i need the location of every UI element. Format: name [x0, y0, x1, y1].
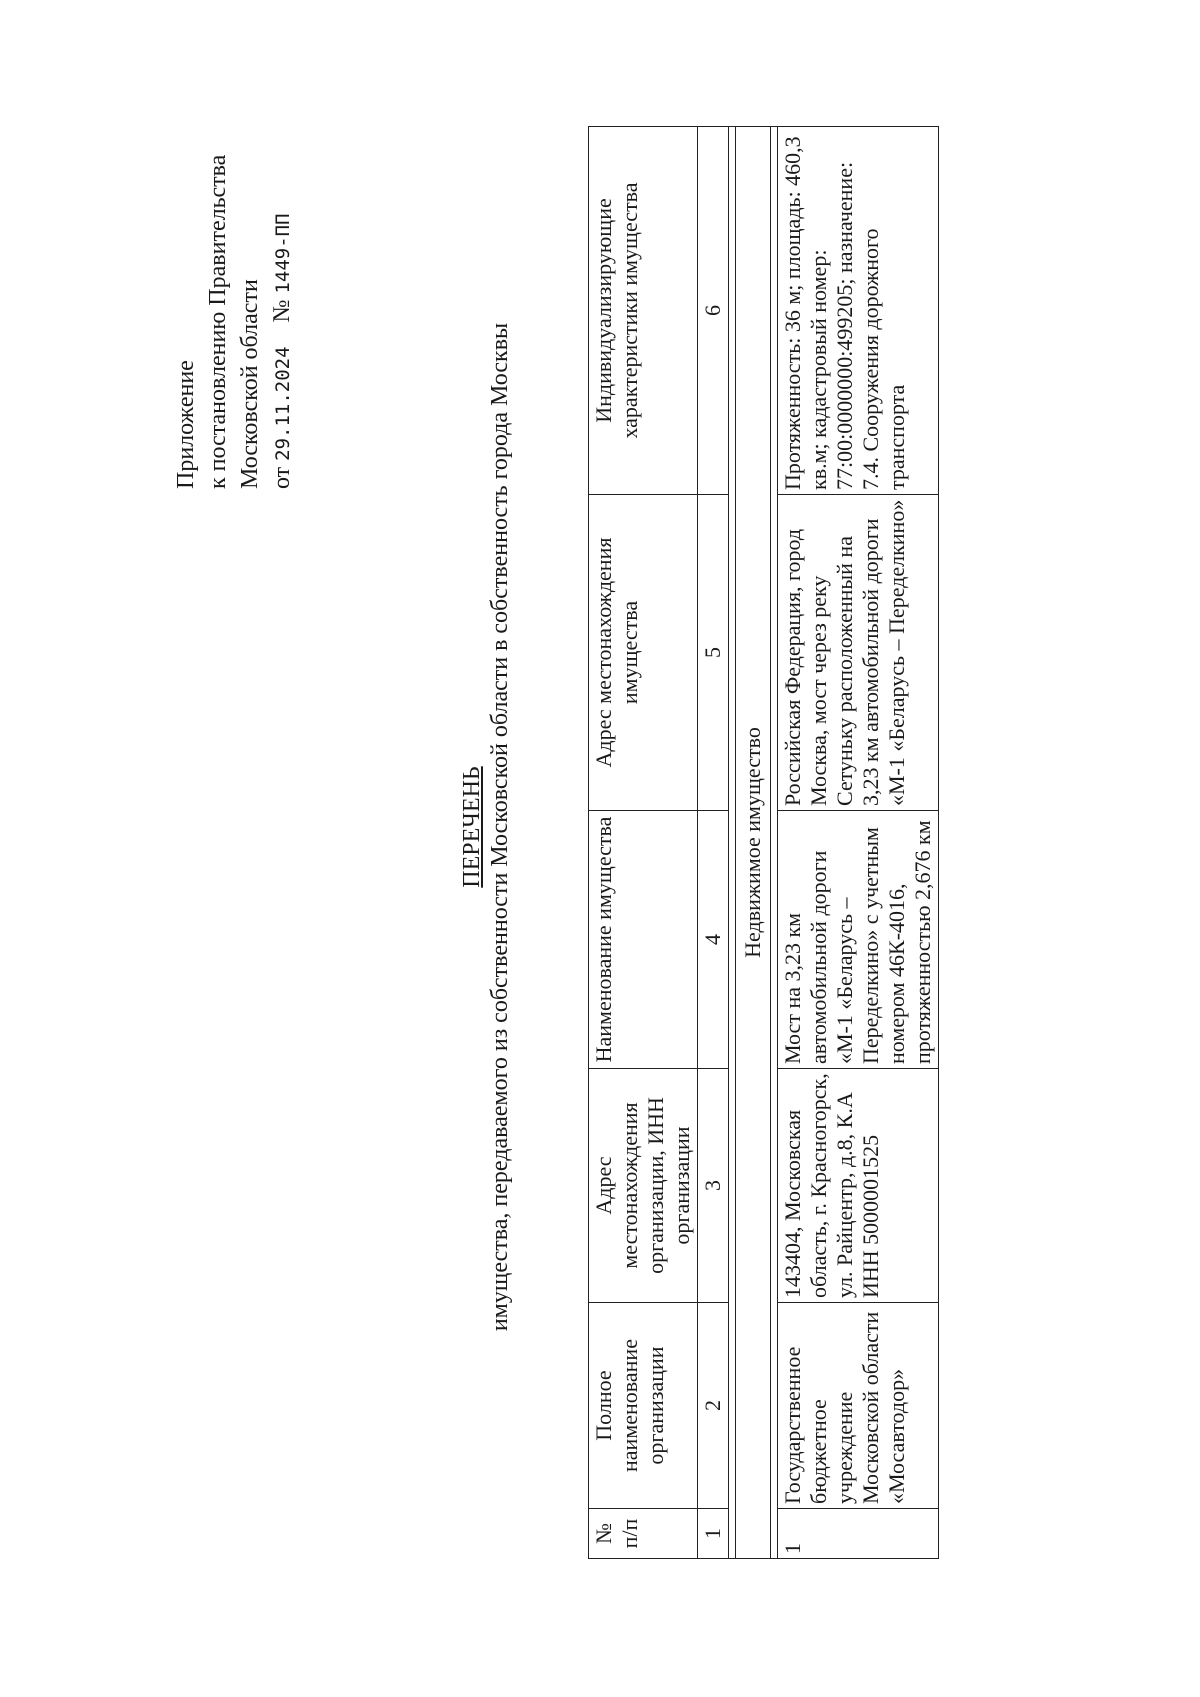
appendix-region: Московской области [237, 279, 263, 489]
resolution-number: 1449-ПП [272, 213, 294, 294]
appendix-header [170, 155, 299, 489]
org-address-cell: 143404, Московская область, г. Красногорск, ул. Райцентр, д.8, К.А ИНН 5000001525 [778, 1069, 939, 1303]
column-number: 3 [698, 1069, 729, 1303]
property-name-cell: Мост на 3,23 км автомобильной дороги «М-1 «Беларусь – Переделкино» с учетным номером 46К-4016, протяженностью 2,676 км [778, 811, 939, 1069]
header-cell: Полное наименование организации [589, 1303, 698, 1509]
column-number: 1 [698, 1509, 729, 1559]
document-subtitle: имущества, передаваемого из собственности Московской области в собственность города Москвы [487, 322, 513, 1332]
header-cell: Наименование имущества [589, 811, 698, 1069]
header-cell: № п/п [589, 1509, 698, 1559]
property-address-cell: Российская Федерация, город Москва, мост через реку Сетуньку расположенный на 3,23 км автомобильной дороги «М-1 «Беларусь – Переделкино» [778, 495, 939, 811]
spacer-cell [771, 127, 778, 1559]
column-number: 2 [698, 1303, 729, 1509]
column-number: 4 [698, 811, 729, 1069]
spacer-row [771, 127, 778, 1559]
number-prefix: № [269, 299, 295, 323]
document-heading [458, 157, 514, 1497]
table-row [778, 127, 939, 1559]
column-number: 6 [698, 127, 729, 495]
document-title: ПЕРЕЧЕНЬ [459, 766, 485, 888]
property-table [588, 126, 939, 1559]
header-cell: Адрес местонахождения организации, ИНН организации [589, 1069, 698, 1303]
section-title: Недвижимое имущество [736, 127, 771, 1559]
header-cell: Адрес местонахождения имущества [589, 495, 698, 811]
spacer-row [729, 127, 736, 1559]
header-cell: Индивидуализирующие характеристики имущества [589, 127, 698, 495]
column-number: 5 [698, 495, 729, 811]
appendix-date-line [266, 155, 299, 489]
column-number-row [698, 127, 729, 1559]
org-name-cell: Государственное бюджетное учреждение Московской области «Мосавтодор» [778, 1303, 939, 1509]
characteristics-cell: Протяженность: 36 м; площадь: 460,3 кв.м; кадастровый номер: 77:00:0000000:499205; назначение: 7.4. Сооружения дорожного транспорта [778, 127, 939, 495]
appendix-resolution: к постановлению Правительства [205, 154, 231, 489]
spacer-cell [729, 127, 736, 1559]
section-row [736, 127, 771, 1559]
date-prefix: от [269, 466, 295, 489]
resolution-date: 29.11.2024 [272, 346, 294, 461]
row-number: 1 [778, 1509, 939, 1559]
appendix-label: Приложение [173, 360, 199, 489]
header-row [589, 127, 698, 1559]
